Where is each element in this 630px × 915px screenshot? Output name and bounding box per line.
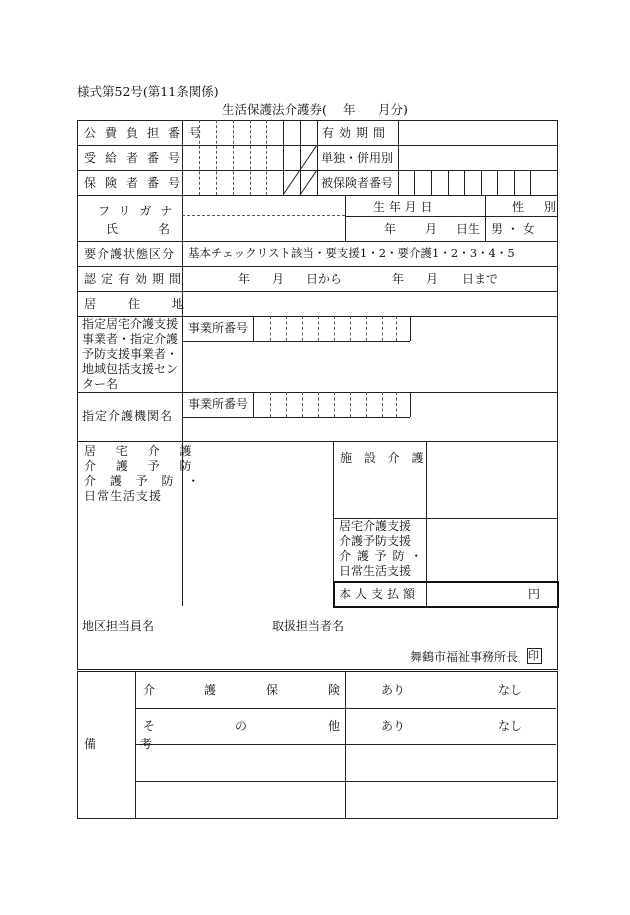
public-payer-no-label: 公費負担番号 (84, 126, 211, 140)
title-year: 年 (343, 102, 356, 117)
other-char-1: そ (143, 719, 156, 733)
cert-month-2: 月 (426, 272, 439, 286)
other-char-3: 他 (328, 719, 341, 733)
provider-label-3: 予防支援事業者・ (82, 347, 179, 361)
valid-period-label: 有効期間 (322, 126, 391, 140)
insurer-no-label: 保険者番号 (84, 176, 190, 190)
birth-header: 生 年 月 日 (373, 200, 433, 214)
insured-no-label: 被保険者番号 (321, 176, 394, 190)
slash-marks (283, 145, 317, 195)
home-care-4: 日常生活支援 (84, 489, 163, 503)
cert-year-2: 年 (392, 272, 405, 286)
name-label: 氏名 (106, 222, 211, 236)
support-4: 日常生活支援 (339, 564, 412, 578)
care-insurance-char-3: 保 (266, 683, 279, 697)
address-label: 居住地 (84, 297, 217, 311)
support-3: 介 護 予 防 ・ (339, 549, 424, 563)
provider-label-4: 地域包括支援セン (82, 362, 179, 376)
office-no-label-2: 事業所番号 (188, 397, 249, 411)
institution-label: 指定介護機関名 (82, 409, 174, 423)
care-insurance-char-2: 護 (204, 683, 217, 697)
other-yes: あり (381, 719, 406, 733)
care-level-label: 要介護状態区分 (84, 247, 176, 261)
care-insurance-char-4: 険 (328, 683, 341, 697)
sex-header: 性 別 (512, 200, 564, 214)
self-pay-label: 本人支払額 (339, 587, 420, 601)
home-care-1: 居 宅 介 護 (84, 444, 200, 458)
care-level-value: 基本チェックリスト該当・要支援1・2・要介護1・2・3・4・5 (188, 246, 515, 260)
title-month: 月分) (378, 102, 408, 117)
cert-month-1: 月 (272, 272, 285, 286)
birth-day: 日生 (456, 222, 481, 236)
care-insurance-char-1: 介 (143, 683, 156, 697)
other-no: なし (498, 719, 523, 733)
handling-officer-label: 取扱担当者名 (272, 619, 345, 633)
office-no-label-1: 事業所番号 (188, 321, 249, 335)
provider-label-5: ター名 (82, 377, 119, 391)
provider-label-2: 事業者・指定介護 (82, 332, 179, 346)
other-char-2: の (235, 719, 248, 733)
home-care-3: 介 護 予 防 ・ (84, 474, 205, 488)
office-chief-label: 舞鶴市福祉事務所長 (410, 650, 519, 664)
birth-year: 年 (384, 222, 397, 236)
support-2: 介護予防支援 (339, 534, 412, 548)
home-care-2: 介 護 予 防 (84, 459, 200, 473)
recipient-no-label: 受給者番号 (84, 151, 190, 165)
district-officer-label: 地区担当員名 (82, 619, 155, 633)
provider-label-1: 指定居宅介護支援 (82, 317, 179, 331)
cert-year-1: 年 (238, 272, 251, 286)
form-number: 様式第52号(第11条関係) (77, 84, 219, 99)
support-1: 居宅介護支援 (339, 519, 412, 533)
care-insurance-no: なし (498, 683, 523, 697)
seal-label: 印 (528, 649, 539, 662)
facility-care-label: 施 設 介 護 (340, 451, 428, 465)
care-insurance-yes: あり (381, 683, 406, 697)
birth-month: 月 (425, 222, 438, 236)
yen-label: 円 (528, 587, 541, 601)
furigana-label: フリガナ (98, 204, 182, 218)
cert-until: 日まで (462, 272, 499, 286)
cert-period-label: 認定有効期間 (84, 272, 187, 286)
cert-from: 日から (306, 272, 343, 286)
sex-options: 男 ・ 女 (491, 222, 535, 236)
remarks-label: 備 考 (84, 737, 172, 751)
single-combined-label: 単独・併用別 (321, 151, 394, 165)
form-title: 生活保護法介護券( (222, 102, 327, 117)
